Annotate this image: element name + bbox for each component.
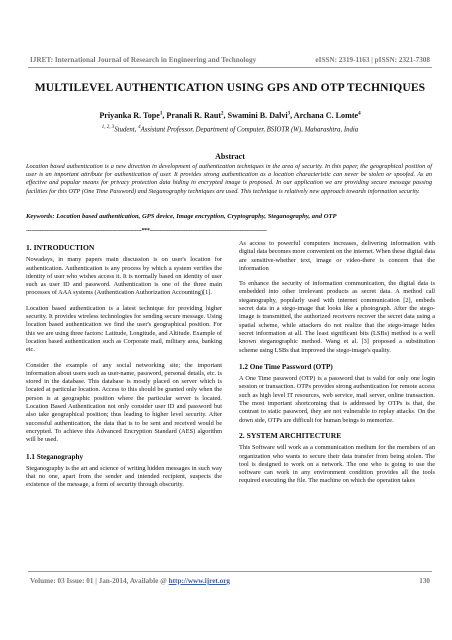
author-name: Priyanka R. Tope: [99, 111, 160, 120]
footer-rule: [28, 571, 432, 572]
paragraph: Nowadays, in many papers main discussion is on user's location for authentication. Authentication is any process by which a system verifies the identity of user who wishes access it. It is normally based on identity of user such as user ID and password. Authentication is one of the three main processes of AAA systems (Authentication Authorization Accounting)[1].: [26, 256, 222, 297]
author-list: Priyanka R. Tope$^1$, Pranali R. Raut$^2$, Swamini B. Dalvi$^3$, Archana C. Lomte$^4$: [99, 111, 361, 120]
author-sup: 1: [159, 111, 163, 117]
paragraph: A One Time password (OTP) is a password that is valid for only one login session or transaction. OTPs provides strong authentication for remote access such as high level IT resources, web service, mail server, online transaction. The most important shortcoming that is addressed by OTPs is that, the contrast to static password, they are not vulnerable to replay attacks. On the down side, OTPs are difficult for human beings to memorize.: [239, 375, 435, 424]
paragraph: Steganography is the art and science of writing hidden messages in such way that no one, apart from the sender and intended recipient, suspects the existence of the message, a form of security through obscurity.: [26, 464, 222, 489]
author-sup: 2: [221, 111, 224, 117]
journal-name: IJRET: International Journal of Research in Engineering and Technology: [30, 56, 257, 64]
subsection-heading: 1.1 Steganography: [26, 452, 84, 461]
volume-info: [30, 577, 230, 585]
author-name: Archana C. Lomte: [293, 111, 359, 120]
paragraph: This Software will work as a communication medium for the members of an organization who wants to secure their data transfer from being stolen. The tool is designed to work on a network. The one who is going to use the software can work in any environment condition provides all the tools required executing the file. The machine on which the operation takes: [239, 444, 435, 485]
issn: eISSN: 2319-1163 | pISSN: 2321-7308: [315, 56, 430, 64]
keywords-label: Keywords:: [26, 213, 55, 220]
author-sup: 4: [358, 111, 361, 117]
volume-text: Volume: 03 Issue: 01 | Jan-2014, Available @: [30, 577, 169, 585]
section-heading: 2. SYSTEM ARCHITECTURE: [239, 430, 342, 440]
section-separator: --------------------------------------------------------------------***---------------------------------------------------------------------: [26, 228, 267, 234]
affiliation-text: Student,: [114, 126, 139, 134]
right-column: [239, 240, 435, 493]
running-header: [30, 56, 430, 64]
keywords-text: Location based authentication, GPS device, Image encryption, Cryptography, Steganography, and OTP: [56, 213, 337, 220]
header-rule: [28, 67, 432, 68]
affiliation-sup: 1, 2, 3: [101, 125, 115, 130]
paragraph: Location based authentication is a latest technique for providing higher security. It provides wireless technologies for sending secure message. Using location based authentication we find the user's geographical position. For this we are using three factors: Latitude, Longitude, and Altitude. Example of location based authentication such as Corporate mail, military area, banking etc.: [26, 304, 222, 354]
section-heading: 1. INTRODUCTION: [26, 243, 95, 252]
keywords: [26, 213, 432, 220]
abstract-heading: Abstract: [215, 152, 245, 161]
author-name: Pranali R. Raut: [166, 111, 222, 120]
running-footer: [30, 577, 430, 585]
abstract-text: Location based authentication is a new direction in development of authentication techniques in the area of security. In this paper, the geographical position of user is an important attribute for authentication of user. It provides strong authentication as a location characteristic can never be stolen or spoofed. As an effective and popular means for privacy protection data hiding in encrypted image is proposed. In our application we are providing secure message passing facilities for this OTP (One Time Password) and Steganography techniques are used. This technique is relatively new approach towards information security.: [26, 163, 432, 195]
page-number: 130: [419, 577, 430, 585]
paragraph: As access to powerful computers increases, delivering information with digital data becomes more convenient on the internet. When these digital data are sensitive-whether text, image or video-there is concern that the information: [239, 240, 435, 272]
paragraph: To enhance the security of information communication, the digital data is embedded into other irrelevant products as secret data. A method call steganography, popularly used with internet communication [2], embeds secret data in a stego-image that looks like a photograph. After the stego-image is transmitted, the authorized receivers recover the secret data using a spatial scheme, while attackers do not realize that the stego-image hides secret information at all. The least significant bits (LSBs) method is a well known steganographic method. Wang et al. [3] proposed a substitution scheme using LSBs that improved the stego-image's quality.: [239, 280, 435, 354]
affiliation-sup: 4: [138, 125, 141, 130]
affiliation: [25, 125, 435, 133]
journal-link[interactable]: http://www.ijret.org: [168, 577, 231, 585]
affiliation-text: Assistant Professor, Department of Computer, BSIOTR (W), Maharashtra, India: [140, 126, 359, 134]
subsection-heading: 1.2 One Time Password (OTP): [239, 362, 333, 371]
paragraph: Consider the example of any social networking site; the important information about users such as user-name, password, personal details, etc. is stored in the database. This database is mostly placed on server which is located at particular location. Access to this should be granted only when the person is at geographic position where the particular server is located. Location Based Authentication not only consider user ID and password but also take geographical position; thus leading to higher level security. After successful authentication, the data that is to be sent and received would be encrypted. To achieve this Advanced Encryption Standard (AES) algorithm will be used.: [26, 361, 222, 444]
left-column: [26, 240, 222, 497]
author-sup: 3: [287, 111, 291, 117]
author-name: Swamini B. Dalvi: [227, 111, 288, 120]
paper-title: MULTILEVEL AUTHENTICATION USING GPS AND OTP TECHNIQUES: [34, 81, 426, 94]
